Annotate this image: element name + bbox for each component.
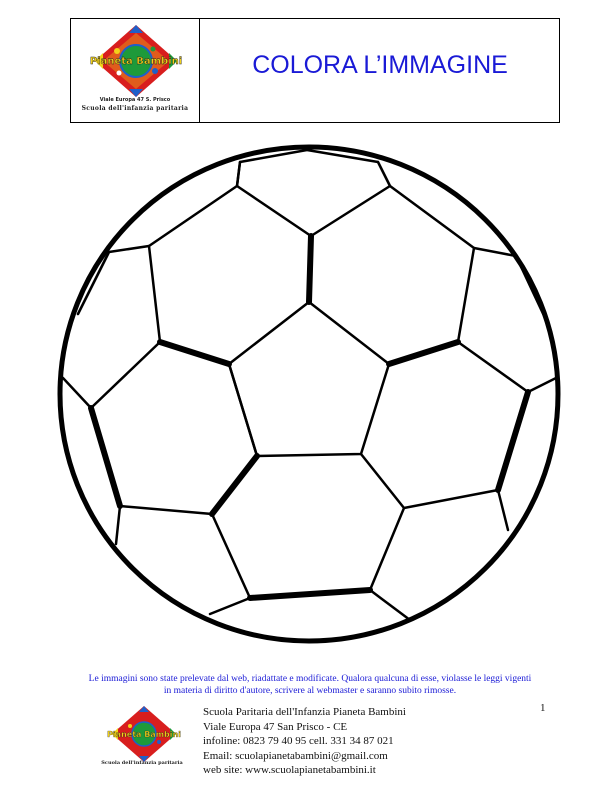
logo-address-line: Viale Europa 47 S. Prisco — [99, 97, 171, 103]
disclaimer-line-2: in materia di diritto d'autore, scrivere al webmaster e saranno subito rimosse. — [163, 686, 457, 696]
footer-contact-info — [203, 705, 406, 778]
footer-logo-brand-text: Pianeta Bambini — [107, 730, 181, 739]
header-box — [70, 18, 560, 123]
footer-phone: infoline: 0823 79 40 95 cell. 331 34 87 021 — [203, 735, 394, 747]
page-title: COLORA L’IMMAGINE — [252, 51, 508, 79]
disclaimer-line-1: Le immagini sono state prelevate dal web, riadattate e modificate. Qualora qualcuna di esse, violasse le leggi vigenti — [88, 674, 532, 684]
footer-address: Viale Europa 47 San Prisco - CE — [203, 720, 348, 733]
logo-brand-text: Pianeta Bambini — [89, 56, 183, 67]
footer-school-name: Scuola Paritaria dell'Infanzia Pianeta Bambini — [203, 706, 406, 718]
footer-website: web site: www.scuolapianetabambini.it — [203, 764, 376, 776]
copyright-disclaimer — [20, 673, 600, 697]
logo-school-line: Scuola dell'infanzia paritaria — [81, 105, 189, 112]
soccer-ball-illustration — [50, 140, 570, 655]
soccer-ball-icon — [50, 140, 570, 650]
page-number: 1 — [540, 702, 546, 714]
footer-email: Email: scuolapianetabambini@gmail.com — [203, 749, 388, 762]
footer-logo-caption: Scuola dell'infanzia paritaria — [101, 760, 183, 766]
